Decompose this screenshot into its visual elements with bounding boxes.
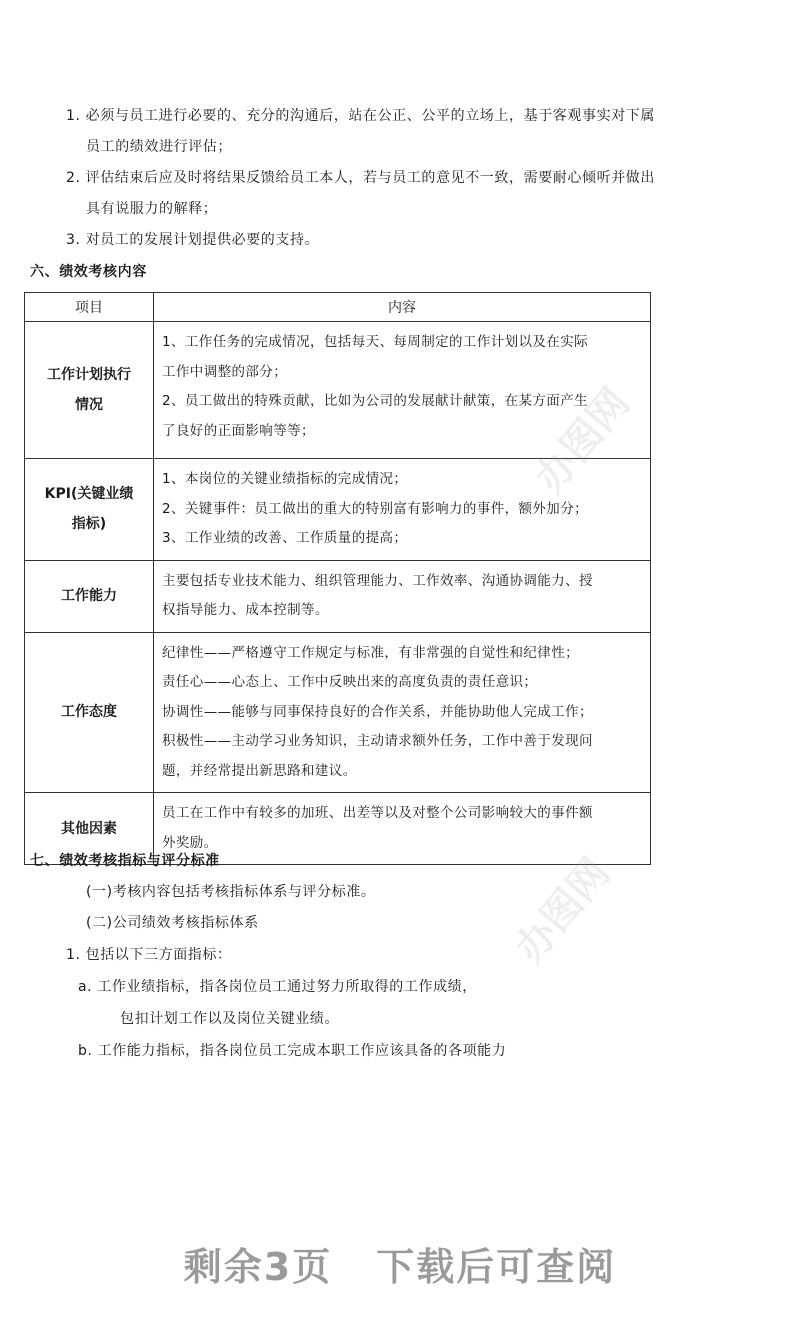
row3-content <box>154 560 651 632</box>
row1-content-line: 1、工作任务的完成情况，包括每天、每周制定的工作计划以及在实际 <box>162 334 588 350</box>
row2-content-line: 3、工作业绩的改善、工作质量的提高； <box>162 530 408 546</box>
row4-content-line: 协调性——能够与同事保持良好的合作关系，并能协助他人完成工作； <box>162 703 593 720</box>
row2-content-line: 1、本岗位的关键业绩指标的完成情况； <box>162 471 408 487</box>
performance-content-table <box>24 292 651 865</box>
row1-content-line: 工作中调整的部分； <box>162 363 288 380</box>
row1-content-line: 了良好的正面影响等等； <box>162 422 315 439</box>
row5-content-line: 员工在工作中有较多的加班、出差等以及对整个公司影响较大的事件额 <box>162 805 593 821</box>
section7-line-5: 包扣计划工作以及岗位关键业绩。 <box>120 1011 339 1027</box>
intro-item-2: 2. 评估结束后应及时将结果反馈给员工本人，若与员工的意见不一致，需要耐心倾听并做出 <box>66 170 656 186</box>
row4-content <box>154 632 651 793</box>
row1-content-line: 2、员工做出的特殊贡献，比如为公司的发展献计献策，在某方面产生 <box>162 393 588 409</box>
row1-item-line2: 情况 <box>75 397 103 413</box>
row1-item <box>25 322 154 459</box>
remaining-pages-label: 剩余3页 <box>183 1245 333 1289</box>
section7-title: 七、绩效考核指标与评分标准 <box>30 853 220 869</box>
section7-line-2: (二)公司绩效考核指标体系 <box>86 915 259 931</box>
row4-content-line: 积极性——主动学习业务知识，主动请求额外任务，工作中善于发现问 <box>162 733 593 749</box>
section7-line-3: 1. 包括以下三方面指标： <box>66 947 232 963</box>
row2-content-line: 2、关键事件：员工做出的重大的特别富有影响力的事件，额外加分； <box>162 500 588 517</box>
watermark: 办图网 <box>506 850 619 972</box>
section7-line-6: b. 工作能力指标，指各岗位员工完成本职工作应该具备的各项能力 <box>78 1043 507 1059</box>
row2-item <box>25 459 154 561</box>
table-row <box>25 560 651 632</box>
watermark: 办图网 <box>526 380 639 502</box>
intro-item-1-cont: 员工的绩效进行评估； <box>86 139 232 155</box>
section7-line-4: a. 工作业绩指标，指各岗位员工通过努力所取得的工作成绩， <box>78 979 477 995</box>
row3-content-line: 主要包括专业技术能力、组织管理能力、工作效率、沟通协调能力、授 <box>162 572 593 589</box>
row1-item-line1: 工作计划执行 <box>47 367 131 383</box>
row3-item: 工作能力 <box>25 560 154 632</box>
row2-item-line2: 指标) <box>71 516 107 533</box>
intro-item-3: 3. 对员工的发展计划提供必要的支持。 <box>66 232 320 248</box>
table-header-row <box>25 293 651 322</box>
row4-content-line: 责任心——心态上、工作中反映出来的高度负责的责任意识； <box>162 674 538 690</box>
row4-content-line: 题，并经常提出新思路和建议。 <box>162 762 357 779</box>
download-to-view-label: 下载后可查阅 <box>376 1245 617 1289</box>
row2-item-line1: KPI(关键业绩 <box>44 486 134 503</box>
table-row <box>25 632 651 793</box>
section7-line-1: (一)考核内容包括考核指标体系与评分标准。 <box>86 884 376 900</box>
intro-item-1: 1. 必须与员工进行必要的、充分的沟通后，站在公正、公平的立场上，基于客观事实对下属 <box>66 108 656 124</box>
header-item: 项目 <box>25 293 154 322</box>
section6-title: 六、绩效考核内容 <box>30 264 147 280</box>
row5-content-line: 外奖励。 <box>162 834 218 851</box>
intro-item-2-cont: 具有说服力的解释； <box>86 201 218 217</box>
row5-item: 其他因素 <box>25 793 154 865</box>
row4-content-line: 纪律性——严格遵守工作规定与标准，有非常强的自觉性和纪律性； <box>162 644 579 661</box>
download-prompt <box>0 1236 800 1291</box>
row4-item: 工作态度 <box>25 632 154 793</box>
row3-content-line: 权指导能力、成本控制等。 <box>162 602 329 618</box>
header-content: 内容 <box>154 293 651 322</box>
